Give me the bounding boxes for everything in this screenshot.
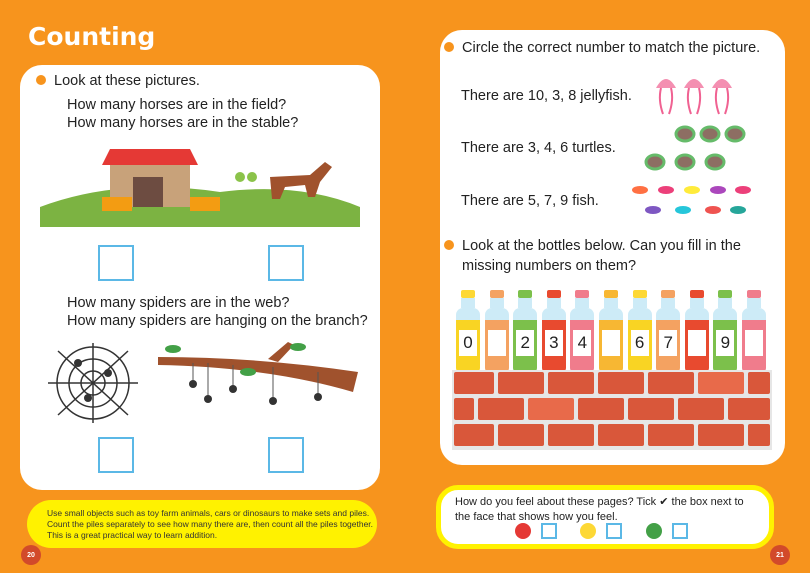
instruction-text: Circle the correct number to match the picture. bbox=[462, 40, 761, 56]
bottle bbox=[628, 290, 652, 372]
turtles-illustration bbox=[640, 122, 750, 177]
question-horses-stable: How many horses are in the stable? bbox=[67, 115, 299, 131]
answer-box-spiders-branch[interactable] bbox=[268, 437, 304, 473]
bottle-body bbox=[628, 308, 652, 372]
bottle-number-label[interactable]: 7 bbox=[659, 330, 677, 356]
bottle-number-label[interactable]: 9 bbox=[716, 330, 734, 356]
bottle-cap bbox=[633, 290, 647, 298]
bottle-number-label[interactable] bbox=[602, 330, 620, 356]
bottle-cap bbox=[718, 290, 732, 298]
instruction-text: Look at the bottles below. Can you fill in the missing numbers on them? bbox=[462, 238, 741, 274]
bottle-cap bbox=[490, 290, 504, 298]
bottle-neck bbox=[518, 298, 532, 308]
bottle bbox=[485, 290, 509, 372]
bottle-number-label[interactable] bbox=[488, 330, 506, 356]
bottle-neck bbox=[461, 298, 475, 308]
bottle-neck bbox=[604, 298, 618, 308]
sad-face-icon bbox=[515, 523, 531, 539]
note-line: This is a great practical way to learn addition. bbox=[47, 530, 218, 540]
intro-text: Look at these pictures. bbox=[54, 73, 200, 89]
bottle-body bbox=[713, 308, 737, 372]
bottle bbox=[513, 290, 537, 372]
left-activity-card bbox=[20, 65, 380, 490]
bottle-number-label[interactable]: 3 bbox=[545, 330, 563, 356]
bottle-body bbox=[485, 308, 509, 372]
farm-illustration bbox=[40, 137, 360, 227]
question-spiders-web: How many spiders are in the web? bbox=[67, 295, 290, 311]
bottle bbox=[570, 290, 594, 372]
bottle-cap bbox=[690, 290, 704, 298]
fish-sentence[interactable]: There are 5, 7, 9 fish. bbox=[461, 193, 599, 209]
bottle-cap bbox=[461, 290, 475, 298]
question-horses-field: How many horses are in the field? bbox=[67, 97, 287, 113]
sad-tick-box[interactable] bbox=[541, 523, 557, 539]
answer-box-spiders-web[interactable] bbox=[98, 437, 134, 473]
intro-line bbox=[36, 71, 200, 91]
happy-face-icon bbox=[646, 523, 662, 539]
bottle-body bbox=[599, 308, 623, 372]
bottle-number-label[interactable] bbox=[688, 330, 706, 356]
page-title: Counting bbox=[28, 22, 156, 51]
bottle bbox=[656, 290, 680, 372]
note-line: Use small objects such as toy farm animals, cars or dinosaurs to make sets and piles. bbox=[47, 508, 370, 518]
bottle-liquid bbox=[685, 320, 709, 372]
bottle-body bbox=[456, 308, 480, 372]
bottle-liquid bbox=[713, 320, 737, 372]
bottle bbox=[742, 290, 766, 372]
bottle-liquid bbox=[485, 320, 509, 372]
bottle bbox=[542, 290, 566, 372]
page-number-right: 21 bbox=[770, 545, 790, 565]
bottle-body bbox=[656, 308, 680, 372]
instruction-bottles bbox=[444, 236, 764, 276]
bottle-number-label[interactable]: 4 bbox=[573, 330, 591, 356]
bottle-number-label[interactable] bbox=[745, 330, 763, 356]
bottle bbox=[456, 290, 480, 372]
bottle-body bbox=[513, 308, 537, 372]
bottle-liquid bbox=[542, 320, 566, 372]
bottle-liquid bbox=[656, 320, 680, 372]
bottle-neck bbox=[490, 298, 504, 308]
answer-box-horses-stable[interactable] bbox=[268, 245, 304, 281]
bottle bbox=[599, 290, 623, 372]
bottle-neck bbox=[547, 298, 561, 308]
branch-illustration bbox=[158, 337, 358, 412]
bullet-icon bbox=[36, 75, 46, 85]
jellyfish-sentence[interactable]: There are 10, 3, 8 jellyfish. bbox=[461, 88, 632, 104]
bottle-cap bbox=[604, 290, 618, 298]
bullet-icon bbox=[444, 42, 454, 52]
bottle-liquid bbox=[628, 320, 652, 372]
brick-wall bbox=[452, 370, 772, 450]
bottle-neck bbox=[575, 298, 589, 308]
bottle-cap bbox=[518, 290, 532, 298]
fish-illustration bbox=[628, 180, 758, 220]
bottle-cap bbox=[575, 290, 589, 298]
spider-web-illustration bbox=[48, 343, 138, 423]
neutral-tick-box[interactable] bbox=[606, 523, 622, 539]
jellyfish-illustration bbox=[652, 70, 742, 120]
bottle-cap bbox=[747, 290, 761, 298]
bottle-neck bbox=[690, 298, 704, 308]
bottle-body bbox=[570, 308, 594, 372]
feedback-text: How do you feel about these pages? Tick ✔ the box next to the face that shows how you feel. bbox=[455, 496, 744, 523]
bottle-neck bbox=[633, 298, 647, 308]
bottle-liquid bbox=[570, 320, 594, 372]
bottle-cap bbox=[547, 290, 561, 298]
bottle-number-label[interactable]: 2 bbox=[516, 330, 534, 356]
turtles-sentence[interactable]: There are 3, 4, 6 turtles. bbox=[461, 140, 616, 156]
bottle-cap bbox=[661, 290, 675, 298]
bottle-neck bbox=[747, 298, 761, 308]
instruction-circle bbox=[444, 38, 760, 58]
happy-tick-box[interactable] bbox=[672, 523, 688, 539]
bottle-liquid bbox=[456, 320, 480, 372]
parent-tip-note bbox=[27, 500, 377, 548]
bottle-body bbox=[685, 308, 709, 372]
bottle bbox=[685, 290, 709, 372]
question-spiders-branch: How many spiders are hanging on the branch? bbox=[67, 313, 368, 329]
feedback-panel bbox=[436, 485, 774, 549]
bottle-liquid bbox=[513, 320, 537, 372]
bottle-number-label[interactable]: 0 bbox=[459, 330, 477, 356]
bottle-neck bbox=[661, 298, 675, 308]
bottle-body bbox=[542, 308, 566, 372]
note-line: Count the piles separately to see how many there are, then count all the piles together. bbox=[47, 519, 374, 529]
bottle-liquid bbox=[742, 320, 766, 372]
bottle-liquid bbox=[599, 320, 623, 372]
bottle-body bbox=[742, 308, 766, 372]
neutral-face-icon bbox=[580, 523, 596, 539]
bullet-icon bbox=[444, 240, 454, 250]
bottle-number-label[interactable]: 6 bbox=[631, 330, 649, 356]
answer-box-horses-field[interactable] bbox=[98, 245, 134, 281]
bottle-neck bbox=[718, 298, 732, 308]
bottle bbox=[713, 290, 737, 372]
page-number-left: 20 bbox=[21, 545, 41, 565]
